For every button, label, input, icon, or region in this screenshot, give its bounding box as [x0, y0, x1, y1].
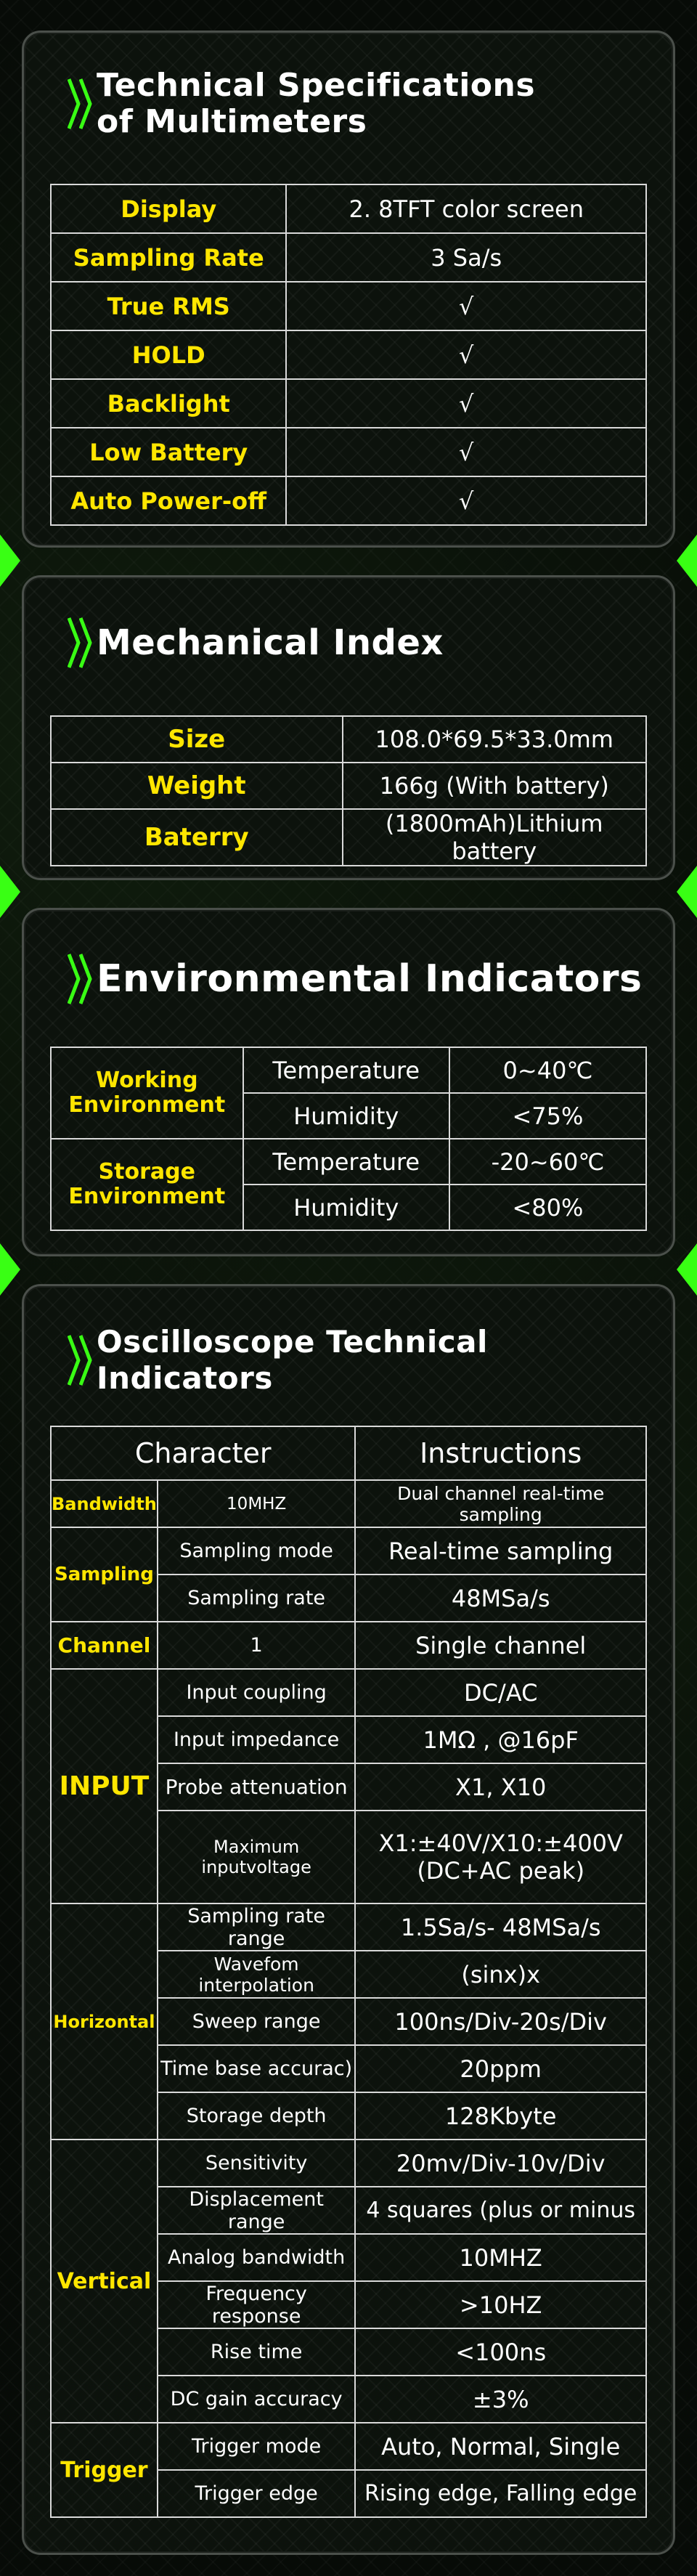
- spec-label: HOLD: [51, 330, 286, 379]
- vertical-label: Vertical: [51, 2140, 158, 2423]
- double-chevron-icon: [68, 950, 91, 1008]
- spec-value: √: [286, 428, 646, 476]
- vertical-param: Analog bandwidth: [158, 2234, 355, 2281]
- oscilloscope-title: [68, 1324, 673, 1397]
- vertical-value: ±3%: [355, 2376, 646, 2423]
- env-value: <80%: [449, 1185, 646, 1230]
- right-arrow-marker: [677, 535, 697, 587]
- header-character: Character: [51, 1426, 355, 1480]
- mech-label: Baterry: [51, 809, 343, 866]
- vertical-param: Frequency response: [158, 2281, 355, 2328]
- left-arrow-marker: [0, 1243, 20, 1296]
- env-param: Temperature: [243, 1047, 449, 1093]
- horizontal-value: (sinx)x: [355, 1951, 646, 1998]
- env-value: -20~60℃: [449, 1139, 646, 1185]
- sampling-value: 48MSa/s: [355, 1575, 646, 1622]
- channel-value: Single channel: [355, 1622, 646, 1669]
- env-value: 0~40℃: [449, 1047, 646, 1093]
- input-value-line1: X1:±40V/X10:±400V: [378, 1829, 623, 1857]
- tech-specs-table: [50, 184, 647, 526]
- vertical-value: 10MHZ: [355, 2234, 646, 2281]
- input-value: X1, X10: [355, 1763, 646, 1811]
- tech-specs-panel: [22, 31, 675, 548]
- input-value: 1MΩ , @16pF: [355, 1716, 646, 1763]
- channel-label: Channel: [51, 1622, 158, 1669]
- trigger-param: Trigger mode: [158, 2423, 355, 2470]
- tech-specs-title: [68, 68, 535, 140]
- bandwidth-value: Dual channel real-time sampling: [355, 1480, 646, 1527]
- mech-label: Size: [51, 716, 343, 763]
- spec-value: 3 Sa/s: [286, 233, 646, 282]
- sampling-value: Real-time sampling: [355, 1527, 646, 1575]
- oscilloscope-panel: [22, 1284, 675, 2555]
- input-value: DC/AC: [355, 1669, 646, 1716]
- horizontal-param: Sampling rate range: [158, 1903, 355, 1951]
- horizontal-value: 1.5Sa/s- 48MSa/s: [355, 1903, 646, 1951]
- spec-label: Sampling Rate: [51, 233, 286, 282]
- input-param: Probe attenuation: [158, 1763, 355, 1811]
- header-instructions: Instructions: [355, 1426, 646, 1480]
- environmental-table: [50, 1047, 647, 1231]
- input-param: Input impedance: [158, 1716, 355, 1763]
- mech-value: 166g (With battery): [343, 763, 647, 809]
- environmental-panel: [22, 908, 675, 1256]
- mechanical-table: [50, 715, 647, 866]
- vertical-param: Displacement range: [158, 2187, 355, 2234]
- mech-value: 108.0*69.5*33.0mm: [343, 716, 647, 763]
- right-arrow-marker: [677, 866, 697, 918]
- env-group-label: Storage Environment: [51, 1139, 243, 1230]
- spec-value: √: [286, 330, 646, 379]
- horizontal-value: 100ns/Div-20s/Div: [355, 1998, 646, 2045]
- right-arrow-marker: [677, 1243, 697, 1296]
- left-arrow-marker: [0, 866, 20, 918]
- double-chevron-icon: [68, 614, 91, 672]
- spec-value: √: [286, 379, 646, 428]
- env-group-label: Working Environment: [51, 1047, 243, 1139]
- spec-value: √: [286, 476, 646, 525]
- left-arrow-marker: [0, 535, 20, 587]
- mechanical-title-text: Mechanical Index: [97, 622, 444, 663]
- tech-specs-title-line2: of Multimeters: [97, 103, 367, 140]
- double-chevron-icon: [68, 75, 91, 133]
- vertical-value: <100ns: [355, 2328, 646, 2376]
- double-chevron-icon: [68, 1331, 91, 1389]
- oscilloscope-table: [50, 1426, 647, 2518]
- input-value-line2: (DC+AC peak): [417, 1857, 585, 1885]
- mech-value: (1800mAh)Lithium battery: [343, 809, 647, 866]
- mechanical-title: [68, 614, 444, 672]
- oscilloscope-title-text: Oscilloscope Technical Indicators: [97, 1324, 488, 1396]
- env-value: <75%: [449, 1093, 646, 1139]
- spec-value: 2. 8TFT color screen: [286, 184, 646, 233]
- input-value: [355, 1811, 646, 1903]
- vertical-param: DC gain accuracy: [158, 2376, 355, 2423]
- trigger-value: Auto, Normal, Single: [355, 2423, 646, 2470]
- mechanical-panel: [22, 575, 675, 880]
- env-param: Humidity: [243, 1093, 449, 1139]
- input-param: Maximum inputvoltage: [158, 1811, 355, 1903]
- vertical-value: 20mv/Div-10v/Div: [355, 2140, 646, 2187]
- sampling-param: Sampling rate: [158, 1575, 355, 1622]
- sampling-label: Sampling: [51, 1527, 158, 1622]
- vertical-param: Sensitivity: [158, 2140, 355, 2187]
- bandwidth-param: 10MHZ: [158, 1480, 355, 1527]
- bandwidth-label: Bandwidth: [51, 1480, 158, 1527]
- input-label: INPUT: [51, 1669, 158, 1903]
- horizontal-param: Sweep range: [158, 1998, 355, 2045]
- spec-label: Auto Power-off: [51, 476, 286, 525]
- horizontal-label: Horizontal: [51, 1903, 158, 2140]
- channel-param: 1: [158, 1622, 355, 1669]
- horizontal-param: Time base accurac): [158, 2045, 355, 2092]
- environmental-title: [68, 950, 643, 1008]
- sampling-param: Sampling mode: [158, 1527, 355, 1575]
- env-param: Humidity: [243, 1185, 449, 1230]
- spec-label: Low Battery: [51, 428, 286, 476]
- vertical-value: >10HZ: [355, 2281, 646, 2328]
- input-param: Input coupling: [158, 1669, 355, 1716]
- trigger-label: Trigger: [51, 2423, 158, 2517]
- tech-specs-title-line1: Technical Specifications: [97, 67, 536, 104]
- horizontal-param: Storage depth: [158, 2092, 355, 2140]
- spec-value: √: [286, 282, 646, 330]
- horizontal-value: 128Kbyte: [355, 2092, 646, 2140]
- spec-label: Display: [51, 184, 286, 233]
- env-param: Temperature: [243, 1139, 449, 1185]
- spec-label: True RMS: [51, 282, 286, 330]
- vertical-param: Rise time: [158, 2328, 355, 2376]
- environmental-title-text: Environmental Indicators: [97, 957, 643, 1001]
- trigger-param: Trigger edge: [158, 2470, 355, 2517]
- spec-label: Backlight: [51, 379, 286, 428]
- trigger-value: Rising edge, Falling edge: [355, 2470, 646, 2517]
- horizontal-param: Wavefom interpolation: [158, 1951, 355, 1998]
- mech-label: Weight: [51, 763, 343, 809]
- horizontal-value: 20ppm: [355, 2045, 646, 2092]
- vertical-value: 4 squares (plus or minus: [355, 2187, 646, 2234]
